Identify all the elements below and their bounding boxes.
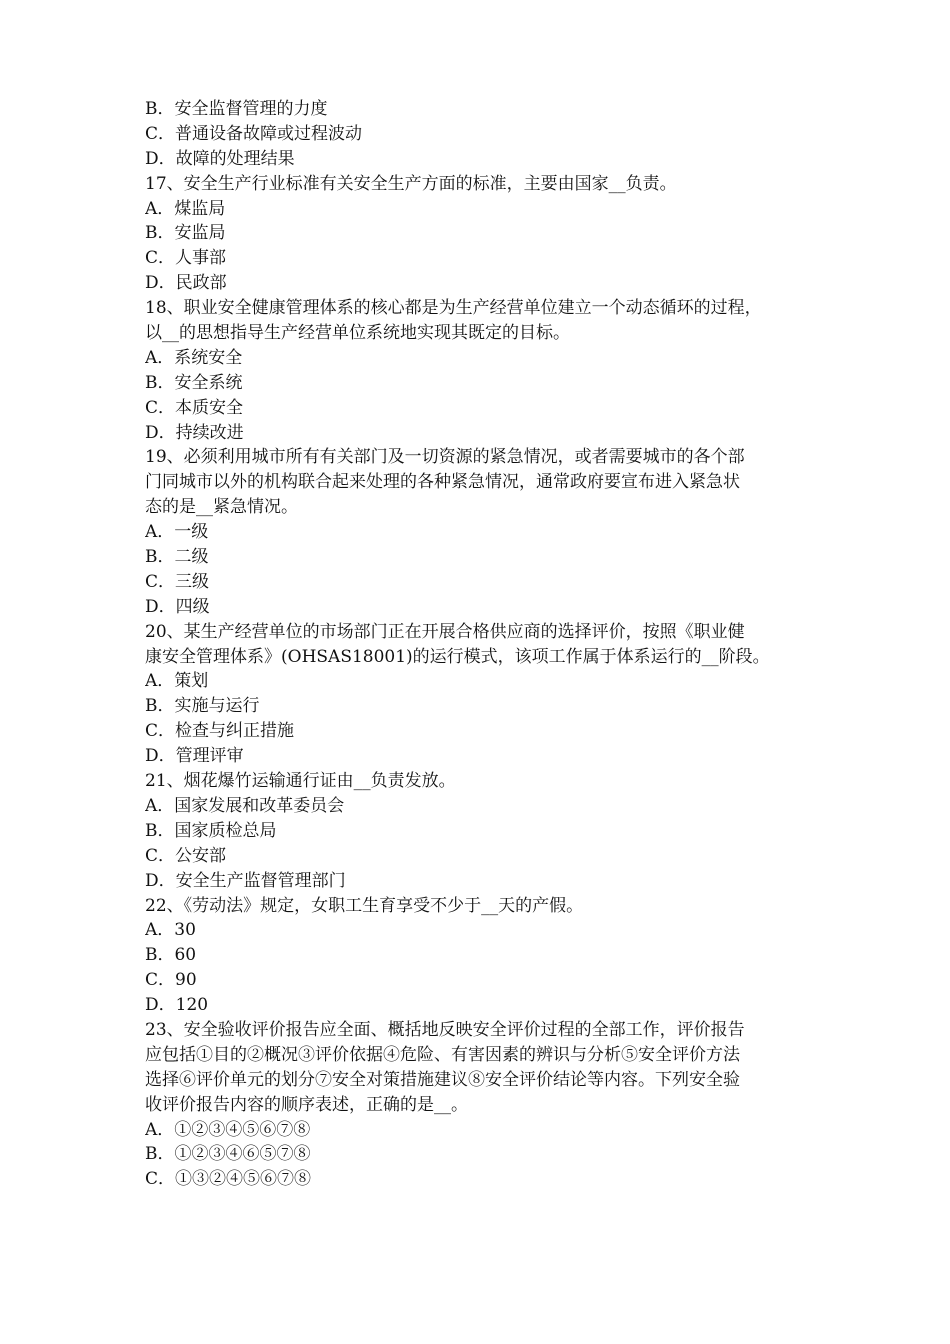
option-b: B．安监局 <box>145 223 226 244</box>
question-text: 应包括①目的②概况③评价依据④危险、有害因素的辨识与分析⑤安全评价方法 <box>145 1044 740 1065</box>
option-b: B．①②③④⑥⑤⑦⑧ <box>145 1144 311 1165</box>
question-19 <box>145 445 825 619</box>
leading-options <box>145 97 825 172</box>
option-d: D．管理评审 <box>145 746 244 767</box>
option-b: B．国家质检总局 <box>145 820 277 841</box>
option-c: C．①③②④⑤⑥⑦⑧ <box>145 1169 312 1190</box>
option-d: D．120 <box>145 995 209 1016</box>
option-a: A．①②③④⑤⑥⑦⑧ <box>145 1119 311 1140</box>
option-b: B．60 <box>145 945 197 966</box>
option-d: D．民政部 <box>145 273 227 294</box>
question-text: 20、某生产经营单位的市场部门正在开展合格供应商的选择评价，按照《职业健 <box>145 621 745 642</box>
question-20 <box>145 620 825 769</box>
option-d: D．安全生产监督管理部门 <box>145 870 346 891</box>
question-text: 以__的思想指导生产经营单位系统地实现其既定的目标。 <box>145 323 570 344</box>
question-text: 17、安全生产行业标准有关安全生产方面的标准，主要由国家__负责。 <box>145 173 677 194</box>
option-a: A．30 <box>145 920 196 941</box>
question-text: 23、安全验收评价报告应全面、概括地反映安全评价过程的全部工作，评价报告 <box>145 1019 745 1040</box>
option-c: C．人事部 <box>145 248 227 269</box>
question-18 <box>145 296 825 445</box>
question-text: 康安全管理体系》(OHSAS18001)的运行模式，该项工作属于体系运行的__阶段。 <box>145 646 770 667</box>
question-text: 19、必须利用城市所有有关部门及一切资源的紧急情况，或者需要城市的各个部 <box>145 447 745 468</box>
option-a: A．煤监局 <box>145 198 226 219</box>
option-a: A．一级 <box>145 522 209 543</box>
option-line: C．普通设备故障或过程波动 <box>145 123 363 144</box>
option-line: B．安全监督管理的力度 <box>145 99 328 119</box>
option-b: B．二级 <box>145 547 209 568</box>
option-a: A．系统安全 <box>145 347 243 368</box>
question-21 <box>145 769 825 893</box>
option-c: C．公安部 <box>145 845 227 866</box>
question-text: 22、《劳动法》规定，女职工生育享受不少于__天的产假。 <box>145 895 584 916</box>
option-b: B．实施与运行 <box>145 696 260 717</box>
question-17 <box>145 172 825 296</box>
option-b: B．安全系统 <box>145 372 243 393</box>
option-d: D．四级 <box>145 596 210 617</box>
option-d: D．持续改进 <box>145 422 244 443</box>
question-23 <box>145 1018 825 1192</box>
question-text: 21、烟花爆竹运输通行证由__负责发放。 <box>145 771 456 792</box>
question-text: 态的是__紧急情况。 <box>145 497 298 518</box>
option-a: A．国家发展和改革委员会 <box>145 795 345 816</box>
exam-content <box>145 97 825 1192</box>
option-c: C．90 <box>145 970 197 991</box>
option-c: C．检查与纠正措施 <box>145 721 295 742</box>
question-text: 门同城市以外的机构联合起来处理的各种紧急情况，通常政府要宣布进入紧急状 <box>145 472 740 493</box>
question-text: 18、职业安全健康管理体系的核心都是为生产经营单位建立一个动态循环的过程， <box>145 298 762 319</box>
question-22 <box>145 894 825 1018</box>
question-text: 选择⑥评价单元的划分⑦安全对策措施建议⑧安全评价结论等内容。下列安全验 <box>145 1069 740 1090</box>
option-line: D．故障的处理结果 <box>145 148 295 169</box>
option-c: C．本质安全 <box>145 397 244 418</box>
option-a: A．策划 <box>145 671 209 692</box>
option-c: C．三级 <box>145 571 210 592</box>
question-text: 收评价报告内容的顺序表述，正确的是__。 <box>145 1094 468 1115</box>
